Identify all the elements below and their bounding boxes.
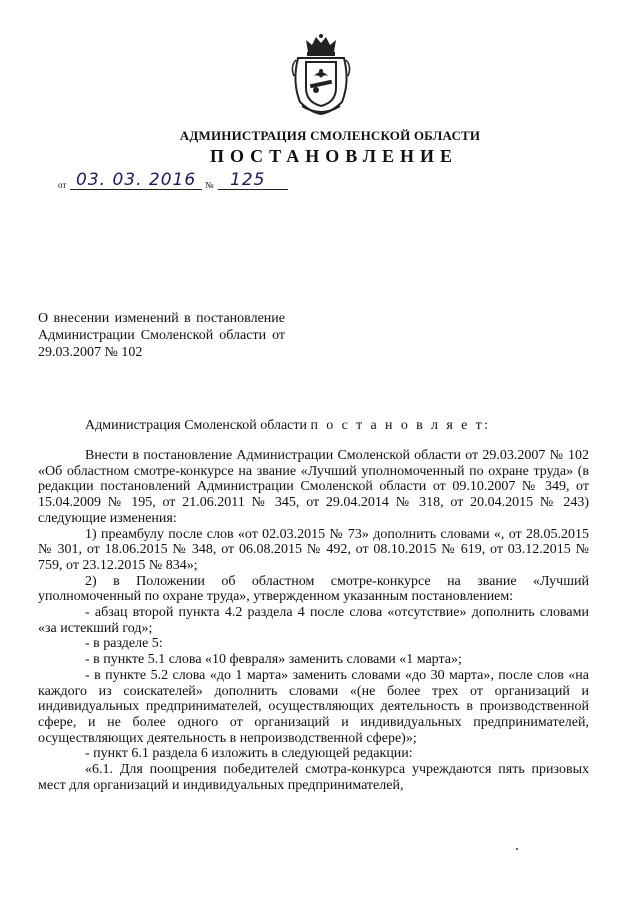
body-paragraph: - в пункте 5.2 слова «до 1 марта» заменить словами «до 30 марта», после слов «на каждого из соискателей» дополнить словами «(не более трех от организаций и индивидуальных предпринимателей, осуществляющих деятельность в производственной сфере, и не более одного от организаций и индивидуальных предпринимателей, осуществляющих деятельность в непроизводственной сфере)»; — [38, 667, 589, 746]
body-paragraph: 2) в Положении об областном смотре-конкурсе на звание «Лучший уполномоченный по охране труда», утвержденном указанным постановлением: — [38, 573, 589, 605]
body-paragraph: - пункт 6.1 раздела 6 изложить в следующей редакции: — [85, 746, 413, 762]
date-label: от — [58, 180, 67, 190]
decree-intro — [85, 418, 490, 434]
date-value: 03. 03. 2016 — [76, 170, 197, 190]
body-paragraph: «6.1. Для поощрения победителей смотра-конкурса учреждаются пять призовых мест для организаций и индивидуальных предпринимателей, — [38, 762, 589, 793]
scan-speck — [516, 848, 518, 850]
document-body — [38, 448, 589, 793]
number-label: № — [205, 180, 214, 190]
document-subject: О внесении изменений в постановление Администрации Смоленской области от 29.03.2007 № 102 — [38, 311, 285, 360]
body-paragraph: - в пункте 5.1 слова «10 февраля» заменить словами «1 марта»; — [85, 652, 462, 668]
organization-title: АДМИНИСТРАЦИЯ СМОЛЕНСКОЙ ОБЛАСТИ — [179, 128, 481, 143]
coat-of-arms-icon — [290, 32, 352, 118]
document-type-title: ПОСТАНОВЛЕНИЕ — [209, 146, 459, 166]
body-paragraph: - в разделе 5: — [85, 636, 163, 652]
decree-intro-verb: п о с т а н о в л я е т: — [310, 418, 491, 433]
number-value: 125 — [230, 170, 266, 190]
body-paragraph: - абзац второй пункта 4.2 раздела 4 после слова «отсутствие» дополнить словами «за истекший год»; — [38, 605, 589, 636]
date-number-line — [58, 170, 298, 194]
body-paragraph: 1) преамбулу после слов «от 02.03.2015 № 73» дополнить словами «, от 28.05.2015 № 301, от 18.06.2015 № 348, от 06.08.2015 № 492, от 08.10.2015 № 619, от 03.12.2015 № 759, от 23.12.2015 № 834»; — [38, 526, 589, 573]
body-paragraph: Внести в постановление Администрации Смоленской области от 29.03.2007 № 102 «Об областном смотре-конкурсе на звание «Лучший уполномоченный по охране труда» (в редакции постановлений Администрации Смоленской области от 09.10.2007 № 349, от 15.04.2009 № 195, от 21.06.2011 № 345, от 29.04.2014 № 318, от 20.04.2015 № 243) следующие изменения: — [38, 448, 589, 526]
decree-intro-text: Администрация Смоленской области — [85, 418, 308, 433]
